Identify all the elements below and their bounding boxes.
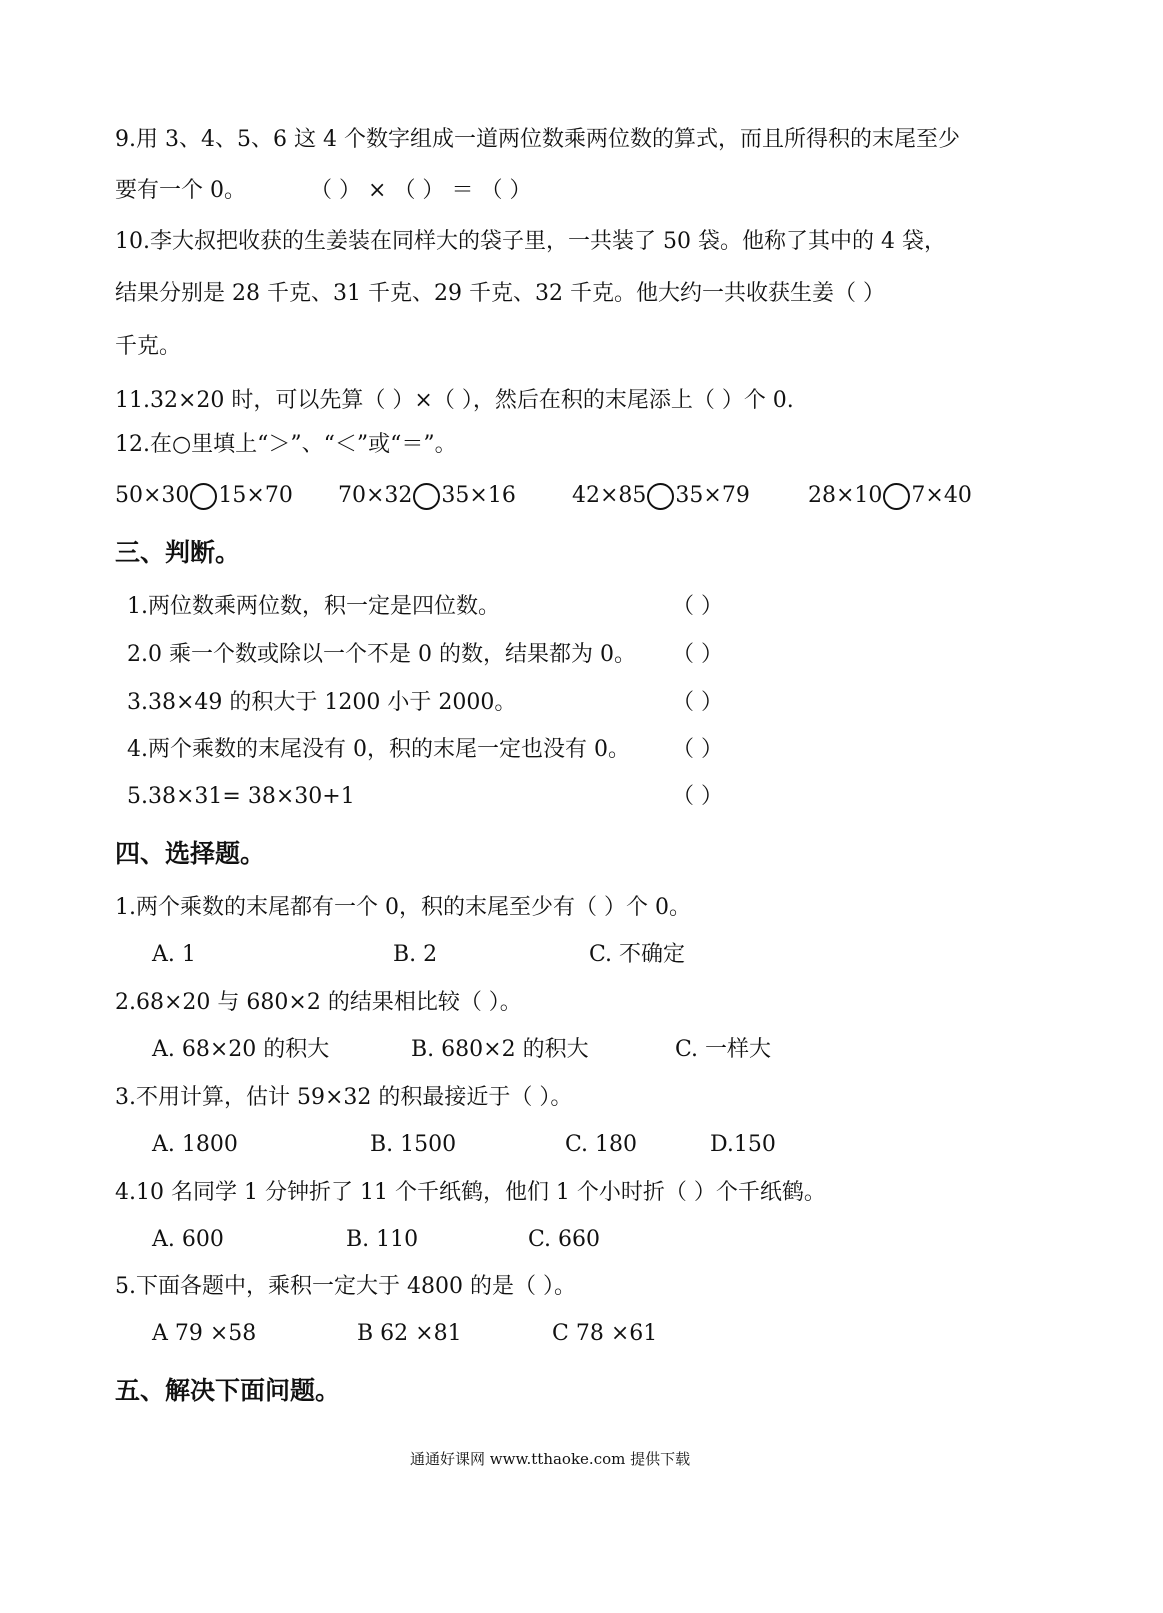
compare-item xyxy=(115,482,293,510)
option-a[interactable]: A. 1800 xyxy=(152,1132,238,1157)
judge-paren-1[interactable]: （ ） xyxy=(672,594,723,619)
choice-question-2: 2.68×20 与 680×2 的结果相比较（ ）。 xyxy=(115,990,522,1015)
q10-line1: 10.李大叔把收获的生姜装在同样大的袋子里，一共装了 50 袋。他称了其中的 4 袋， xyxy=(115,229,946,254)
compare-left: 28×10 xyxy=(808,483,883,508)
q11: 11.32×20 时，可以先算（ ）×（ ），然后在积的末尾添上（ ）个 0. xyxy=(115,388,794,413)
compare-right: 15×70 xyxy=(218,483,293,508)
q10-line2: 结果分别是 28 千克、31 千克、29 千克、32 千克。他大约一共收获生姜（ ） xyxy=(115,281,885,306)
equals-sign: ＝ xyxy=(451,178,474,203)
option-b[interactable]: B. 680×2 的积大 xyxy=(411,1037,589,1062)
choice-question-4: 4.10 名同学 1 分钟折了 11 个千纸鹤，他们 1 个小时折（ ）个千纸鹤。 xyxy=(115,1180,826,1205)
option-c[interactable]: C. 不确定 xyxy=(589,942,686,967)
judge-paren-5[interactable]: （ ） xyxy=(672,784,723,809)
option-a[interactable]: A. 1 xyxy=(152,942,196,967)
judge-item-2: 2.0 乘一个数或除以一个不是 0 的数，结果都为 0。 xyxy=(127,642,636,667)
q9-prefix: 要有一个 0。 xyxy=(115,178,246,203)
compare-left: 70×32 xyxy=(338,483,413,508)
option-a[interactable]: A 79 ×58 xyxy=(152,1321,257,1346)
compare-circle[interactable] xyxy=(883,483,910,510)
q9-blank-3: （ ） xyxy=(480,178,532,203)
q9-line2 xyxy=(115,177,531,205)
compare-item xyxy=(572,482,750,510)
compare-left: 42×85 xyxy=(572,483,647,508)
judge-paren-3[interactable]: （ ） xyxy=(672,690,723,715)
option-b[interactable]: B. 2 xyxy=(393,942,438,967)
compare-right: 35×79 xyxy=(675,483,750,508)
section-3-title: 三、判断。 xyxy=(115,538,241,567)
option-d[interactable]: D.150 xyxy=(710,1132,776,1157)
judge-paren-2[interactable]: （ ） xyxy=(672,642,723,667)
choice-question-1: 1.两个乘数的末尾都有一个 0，积的末尾至少有（ ）个 0。 xyxy=(115,895,691,920)
option-c[interactable]: C. 一样大 xyxy=(675,1037,772,1062)
compare-right: 7×40 xyxy=(911,483,972,508)
judge-item-5: 5.38×31= 38×30+1 xyxy=(127,784,355,809)
option-b[interactable]: B. 1500 xyxy=(370,1132,457,1157)
option-b[interactable]: B 62 ×81 xyxy=(357,1321,462,1346)
section-5-title: 五、解决下面问题。 xyxy=(115,1376,341,1405)
compare-circle[interactable] xyxy=(413,483,440,510)
compare-item xyxy=(338,482,516,510)
option-c[interactable]: C. 180 xyxy=(565,1132,638,1157)
q10-line3: 千克。 xyxy=(115,334,182,359)
compare-item xyxy=(808,482,972,510)
judge-item-3: 3.38×49 的积大于 1200 小于 2000。 xyxy=(127,690,517,715)
page-footer: 通通好课网 www.tthaoke.com 提供下载 xyxy=(410,1450,691,1468)
option-a[interactable]: A. 68×20 的积大 xyxy=(152,1037,330,1062)
choice-question-3: 3.不用计算，估计 59×32 的积最接近于（ ）。 xyxy=(115,1085,573,1110)
judge-item-1: 1.两位数乘两位数，积一定是四位数。 xyxy=(127,594,500,619)
q9-blank-2: （ ） xyxy=(393,178,445,203)
judge-item-4: 4.两个乘数的末尾没有 0，积的末尾一定也没有 0。 xyxy=(127,737,630,762)
q9-line1: 9.用 3、4、5、6 这 4 个数字组成一道两位数乘两位数的算式，而且所得积的末尾至少 xyxy=(115,127,960,152)
compare-left: 50×30 xyxy=(115,483,190,508)
option-c[interactable]: C 78 ×61 xyxy=(552,1321,658,1346)
option-c[interactable]: C. 660 xyxy=(528,1227,601,1252)
choice-question-5: 5.下面各题中，乘积一定大于 4800 的是（ ）。 xyxy=(115,1274,576,1299)
section-4-title: 四、选择题。 xyxy=(115,839,266,868)
option-b[interactable]: B. 110 xyxy=(346,1227,419,1252)
q12: 12.在○里填上“＞”、“＜”或“＝”。 xyxy=(115,432,457,457)
judge-paren-4[interactable]: （ ） xyxy=(672,737,723,762)
times-sign: × xyxy=(368,178,387,203)
q9-blank-1: （ ） xyxy=(310,178,361,203)
compare-circle[interactable] xyxy=(647,483,674,510)
compare-circle[interactable] xyxy=(190,483,217,510)
option-a[interactable]: A. 600 xyxy=(152,1227,224,1252)
compare-right: 35×16 xyxy=(441,483,516,508)
